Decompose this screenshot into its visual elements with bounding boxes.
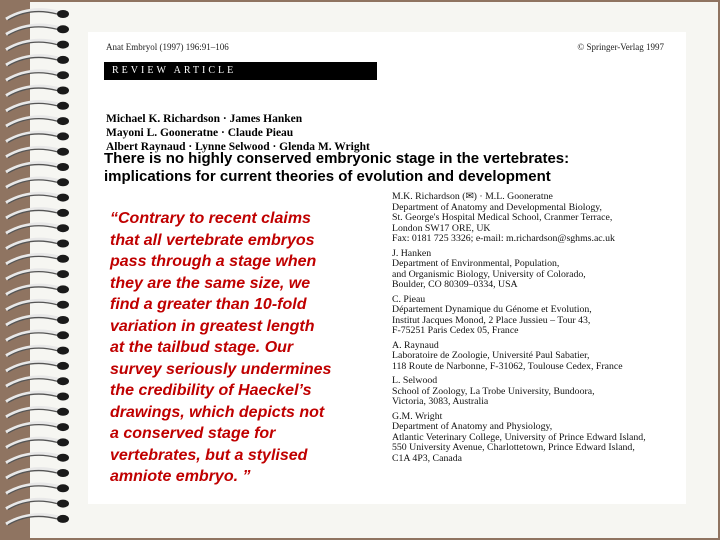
- spiral-ring: [6, 469, 69, 479]
- affiliation-block: [392, 412, 682, 465]
- affiliation-line: Laboratoire de Zoologie, Université Paul Sabatier,: [392, 350, 590, 361]
- spiral-ring: [6, 285, 69, 295]
- affiliation-line: M.K. Richardson (✉) · M.L. Gooneratne: [392, 191, 553, 202]
- spiral-ring: [6, 331, 69, 341]
- spiral-ring: [6, 270, 69, 280]
- affiliation-block: [392, 295, 682, 337]
- quote-line: pass through a stage when: [110, 253, 317, 270]
- affiliation-block: [392, 341, 682, 373]
- quote-line: they are the same size, we: [110, 274, 311, 292]
- spiral-ring: [6, 25, 69, 35]
- section-label: REVIEW ARTICLE: [104, 62, 377, 80]
- spiral-ring: [6, 484, 69, 494]
- author-line: Mayoni L. Gooneratne · Claude Pieau: [106, 127, 294, 139]
- spiral-ring: [6, 453, 69, 463]
- spiral-ring: [6, 392, 69, 402]
- spiral-ring: [6, 438, 69, 448]
- spiral-ring: [6, 101, 69, 111]
- spiral-ring: [6, 300, 69, 310]
- author-list: [106, 112, 370, 154]
- affiliation-line: School of Zoology, La Trobe University, Bundoora,: [392, 385, 595, 397]
- spiral-ring: [6, 209, 69, 219]
- spiral-ring: [6, 163, 69, 173]
- publisher-copyright: © Springer-Verlag 1997: [577, 42, 664, 52]
- affiliation-line: C. Pieau: [392, 293, 426, 305]
- article-title: [104, 150, 679, 186]
- affiliation-line: London SW17 ORE, UK: [392, 222, 491, 234]
- quote-line: survey seriously undermines: [110, 360, 332, 378]
- affiliation-line: F-75251 Paris Cedex 05, France: [392, 325, 519, 336]
- spiral-ring: [6, 40, 69, 50]
- spiral-ring: [6, 499, 69, 509]
- affiliation-line: and Organismic Biology, University of Colorado,: [392, 268, 586, 280]
- spiral-ring: [6, 193, 69, 203]
- affiliation-line: C1A 4P3, Canada: [392, 452, 462, 464]
- affiliation-line: Département Dynamique du Génome et Evolution,: [392, 304, 592, 315]
- spiral-ring: [6, 178, 69, 188]
- affiliation-line: G.M. Wright: [392, 410, 443, 422]
- title-line: implications for current theories of evolution and development: [104, 168, 551, 185]
- affiliation-line: 550 University Avenue, Charlottetown, Prince Edward Island,: [392, 442, 635, 453]
- quote-line: find a greater than 10-fold: [110, 296, 307, 313]
- spiral-ring: [6, 147, 69, 157]
- spiral-ring: [6, 56, 69, 66]
- affiliation-line: J. Hanken: [392, 247, 432, 259]
- spiral-binding: [0, 0, 80, 540]
- affiliation-block: [392, 249, 682, 291]
- quote-line: drawings, which depicts not: [110, 403, 325, 421]
- spiral-ring: [6, 86, 69, 96]
- spiral-ring: [6, 254, 69, 264]
- highlight-quote: [110, 208, 382, 488]
- spiral-ring: [6, 346, 69, 356]
- quote-line: that all vertebrate embryos: [110, 231, 315, 249]
- quote-line: the credibility of Haeckel’s: [110, 382, 312, 399]
- title-line: There is no highly conserved embryonic stage in the vertebrates:: [104, 150, 570, 167]
- quote-line: variation in greatest length: [110, 317, 315, 335]
- spiral-ring: [6, 239, 69, 249]
- spiral-ring: [6, 377, 69, 387]
- affiliation-line: Department of Anatomy and Physiology,: [392, 421, 553, 432]
- spiral-ring: [6, 316, 69, 326]
- spiral-ring: [6, 10, 69, 20]
- quote-line: vertebrates, but a stylised: [110, 446, 308, 464]
- affiliation-line: Atlantic Veterinary College, University of Prince Edward Island,: [392, 431, 646, 443]
- affiliation-line: Department of Environmental, Population,: [392, 258, 560, 269]
- spiral-ring: [6, 362, 69, 372]
- affiliation-line: Boulder, CO 80309–0334, USA: [392, 279, 518, 290]
- affiliation-line: Institut Jacques Monod, 2 Place Jussieu – Tour 43,: [392, 314, 591, 326]
- author-line: Albert Raynaud · Lynne Selwood · Glenda M. Wright: [106, 141, 370, 153]
- affiliation-line: L. Selwood: [392, 375, 438, 386]
- affiliation-block: [392, 376, 682, 408]
- spiral-ring: [6, 132, 69, 142]
- spiral-ring: [6, 423, 69, 433]
- affiliation-line: Department of Anatomy and Developmental Biology,: [392, 201, 602, 213]
- spiral-ring: [6, 117, 69, 127]
- journal-citation: Anat Embryol (1997) 196:91–106: [106, 42, 229, 52]
- affiliation-line: Victoria, 3083, Australia: [392, 396, 489, 407]
- spiral-ring: [6, 71, 69, 81]
- affiliation-block: [392, 192, 682, 245]
- quote-line: amniote embryo. ”: [110, 468, 251, 485]
- affiliation-line: A. Raynaud: [392, 339, 439, 351]
- affiliation-line: Fax: 0181 725 3326; e-mail: m.richardson@sghms.ac.uk: [392, 233, 615, 244]
- affiliation-line: St. George's Hospital Medical School, Cranmer Terrace,: [392, 212, 613, 223]
- spiral-ring: [6, 224, 69, 234]
- quote-line: a conserved stage for: [110, 425, 276, 442]
- quote-line: at the tailbud stage. Our: [110, 339, 294, 356]
- affiliations: [392, 192, 682, 468]
- affiliation-line: 118 Route de Narbonne, F-31062, Toulouse Cedex, France: [392, 360, 623, 372]
- spiral-ring: [6, 515, 69, 525]
- quote-line: “Contrary to recent claims: [110, 210, 311, 227]
- spiral-ring: [6, 407, 69, 417]
- author-line: Michael K. Richardson · James Hanken: [106, 113, 303, 125]
